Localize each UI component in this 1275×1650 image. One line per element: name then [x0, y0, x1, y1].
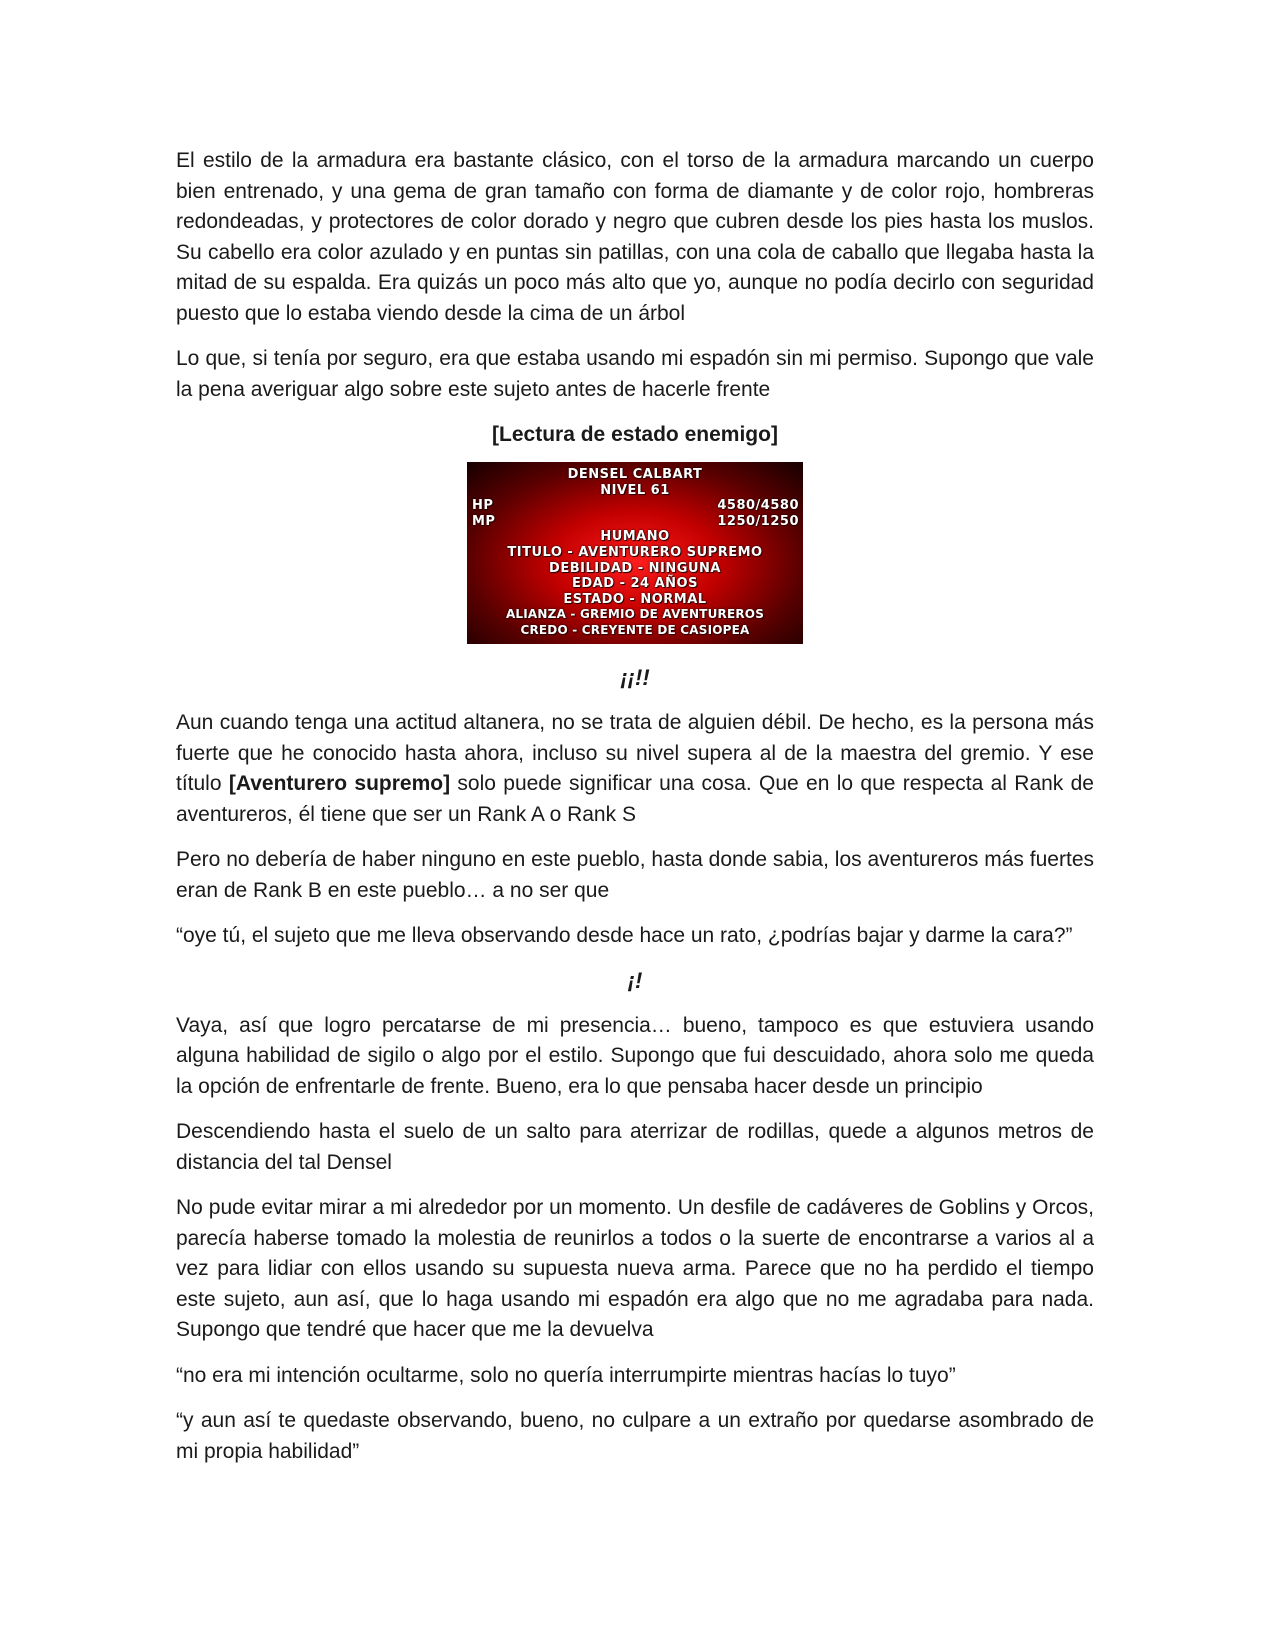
status-weakness: DEBILIDAD - NINGUNA: [549, 560, 721, 576]
status-creed: CREDO - CREYENTE DE CASIOPEA: [520, 622, 750, 637]
paragraph-analysis: [176, 708, 1094, 830]
status-level: NIVEL 61: [600, 482, 670, 498]
status-name: DENSEL CALBART: [567, 467, 703, 482]
paragraph-rank-doubt: Pero no debería de haber ninguno en este pueblo, hasta donde sabia, los aventureros más fuertes eran de Rank B en este pueblo… a no ser que: [176, 848, 1094, 902]
status-reading-heading: [Lectura de estado enemigo]: [492, 423, 778, 446]
status-hp-value: 4580/4580: [717, 498, 799, 514]
paragraph-analysis-part1: Aun cuando tenga una actitud altanera, no se trata de alguien débil. De hecho, es la persona más fuerte que he conocido hasta ahora, incluso su nivel supera al de la maestra del gremio. Y ese título: [176, 711, 1094, 795]
status-title: TITULO - AVENTURERO SUPREMO: [507, 544, 763, 560]
status-mp-value: 1250/1250: [717, 513, 799, 529]
status-hp-row: [467, 498, 803, 514]
status-age: EDAD - 24 AÑOS: [572, 576, 698, 592]
exclamation-sfx-1: ¡¡!!: [620, 665, 650, 690]
status-state: ESTADO - NORMAL: [563, 591, 707, 607]
paragraph-armor-description: El estilo de la armadura era bastante clásico, con el torso de la armadura marcando un cuerpo bien entrenado, y una gema de gran tamaño con forma de diamante y de color rojo, hombreras redondeadas, y protectores de color dorado y negro que cubren desde los pies hasta los muslos. Su cabello era color azulado y en puntas sin patillas, con una cola de caballo que llegaba hasta la mitad de su espalda. Era quizás un poco más alto que yo, aunque no podía decirlo con seguridad puesto que lo estaba viendo desde la cima de un árbol: [176, 149, 1094, 325]
paragraph-analysis-part2: solo puede significar una cosa. Que en lo que respecta al Rank de aventureros, él tiene que ser un Rank A o Rank S: [176, 772, 1094, 826]
document-page: [176, 146, 1094, 1482]
paragraph-noticed: Vaya, así que logro percatarse de mi presencia… bueno, tampoco es que estuviera usando alguna habilidad de sigilo o algo por el estilo. Supongo que fui descuidado, ahora solo me queda la opción de enfrentarle de frente. Bueno, era lo que pensaba hacer desde un principio: [176, 1013, 1094, 1098]
paragraph-descend: Descendiendo hasta el suelo de un salto para aterrizar de rodillas, quede a algunos metros de distancia del tal Densel: [176, 1120, 1094, 1174]
title-highlight: [Aventurero supremo]: [228, 772, 451, 795]
status-mp-row: [467, 514, 803, 530]
status-mp-label: MP: [472, 513, 496, 529]
paragraph-greatsword: Lo que, si tenía por seguro, era que estaba usando mi espadón sin mi permiso. Supongo que vale la pena averiguar algo sobre este sujeto antes de hacerle frente: [176, 347, 1094, 401]
paragraph-corpses: No pude evitar mirar a mi alrededor por un momento. Un desfile de cadáveres de Goblins y Orcos, parecía haberse tomado la molestia de reunirlos a todos o la suerte de encontrarse a varios al a vez para lidiar con ellos usando su supuesta nueva arma. Parece que no ha perdido el tiempo este sujeto, aun así, que lo haga usando mi espadón era algo que no me agradaba para nada. Supongo que tendré que hacer que me la devuelva: [176, 1196, 1094, 1341]
status-race: HUMANO: [600, 529, 670, 545]
dialogue-densel-2: “y aun así te quedaste observando, bueno, no culpare a un extraño por quedarse asombrado de mi propia habilidad”: [176, 1409, 1094, 1463]
enemy-status-panel: [467, 462, 803, 644]
dialogue-densel-1: “oye tú, el sujeto que me lleva observando desde hace un rato, ¿podrías bajar y darme la cara?”: [176, 924, 1073, 947]
status-alliance: ALIANZA - GREMIO DE AVENTUREROS: [505, 607, 765, 622]
exclamation-sfx-2: ¡!: [627, 967, 643, 993]
status-hp-label: HP: [472, 498, 494, 514]
dialogue-protagonist-1: “no era mi intención ocultarme, solo no quería interrumpirte mientras hacías lo tuyo”: [176, 1363, 956, 1387]
